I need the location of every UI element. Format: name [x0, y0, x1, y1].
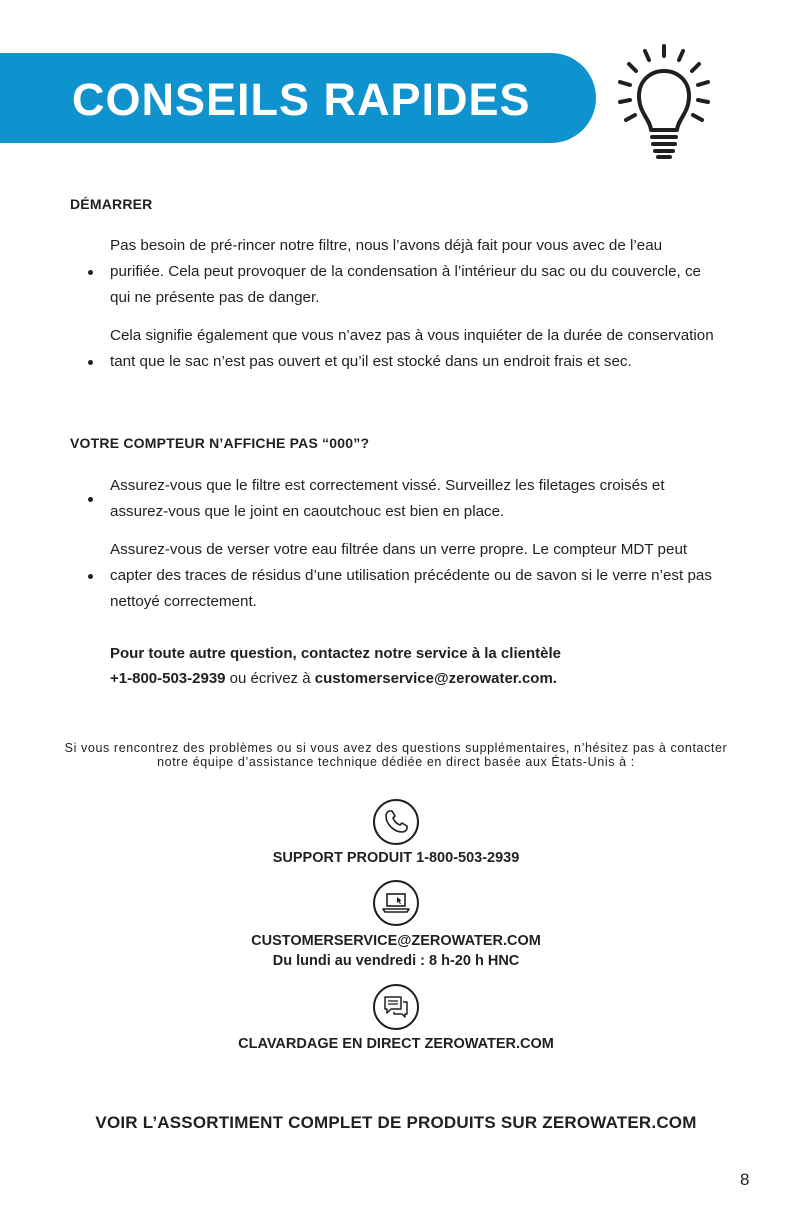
list-item: Cela signifie également que vous n’avez pas à vous inquiéter de la durée de conservation tant que le sac n’est pas ouvert et qu’il est stocké dans un endroit frais et sec. — [80, 323, 720, 375]
support-hours: Du lundi au vendredi : 8 h-20 h HNC — [272, 953, 520, 969]
contact-middle-text: ou écrivez à — [225, 670, 315, 687]
contact-paragraph — [110, 641, 730, 691]
list-item: Assurez-vous que le filtre est correctement vissé. Surveillez les filetages croisés et assurez-vous que le joint en caoutchouc est bien en place. — [80, 473, 720, 525]
list-item: Assurez-vous de verser votre eau filtrée dans un verre propre. Le compteur MDT peut capter des traces de résidus d’une utilisation précédente ou de savon si le verre n’est pas nettoyé correctement. — [80, 537, 720, 615]
contact-phone-link[interactable]: +1-800-503-2939 — [110, 670, 226, 687]
lightbulb-icon — [612, 40, 716, 160]
section-heading-start: DÉMARRER — [70, 196, 153, 212]
support-chat-label[interactable]: CLAVARDAGE EN DIRECT ZEROWATER.COM — [238, 1036, 554, 1052]
contact-line: Pour toute autre question, contactez notre service à la clientèle — [110, 645, 561, 662]
bullet-icon — [88, 360, 93, 365]
contact-email-link[interactable]: customerservice@zerowater.com. — [314, 670, 557, 687]
page-title: CONSEILS RAPIDES — [72, 74, 531, 125]
page-number: 8 — [740, 1170, 750, 1189]
phone-icon — [373, 799, 419, 845]
footer-text[interactable]: VOIR L’ASSORTIMENT COMPLET DE PRODUITS SUR ZEROWATER.COM — [95, 1113, 697, 1132]
laptop-icon — [373, 880, 419, 926]
bullet-icon — [88, 270, 93, 275]
support-intro: Si vous rencontrez des problèmes ou si vous avez des questions supplémentaires, n’hésitez pas à contacter notre équipe d’assistance technique dédiée en direct basée aux États-Unis à : — [64, 741, 728, 769]
chat-icon — [373, 984, 419, 1030]
support-email-label[interactable]: CUSTOMERSERVICE@ZEROWATER.COM — [251, 933, 541, 949]
section-heading-meter: VOTRE COMPTEUR N’AFFICHE PAS “000”? — [70, 435, 370, 451]
support-phone-label[interactable]: SUPPORT PRODUIT 1-800-503-2939 — [272, 850, 520, 866]
bullet-icon — [88, 497, 93, 502]
list-item: Pas besoin de pré-rincer notre filtre, nous l’avons déjà fait pour vous avec de l’eau purifiée. Cela peut provoquer de la condensation à l’intérieur du sac ou du couvercle, ce qui ne présente pas de danger. — [80, 233, 720, 311]
bullet-icon — [88, 574, 93, 579]
